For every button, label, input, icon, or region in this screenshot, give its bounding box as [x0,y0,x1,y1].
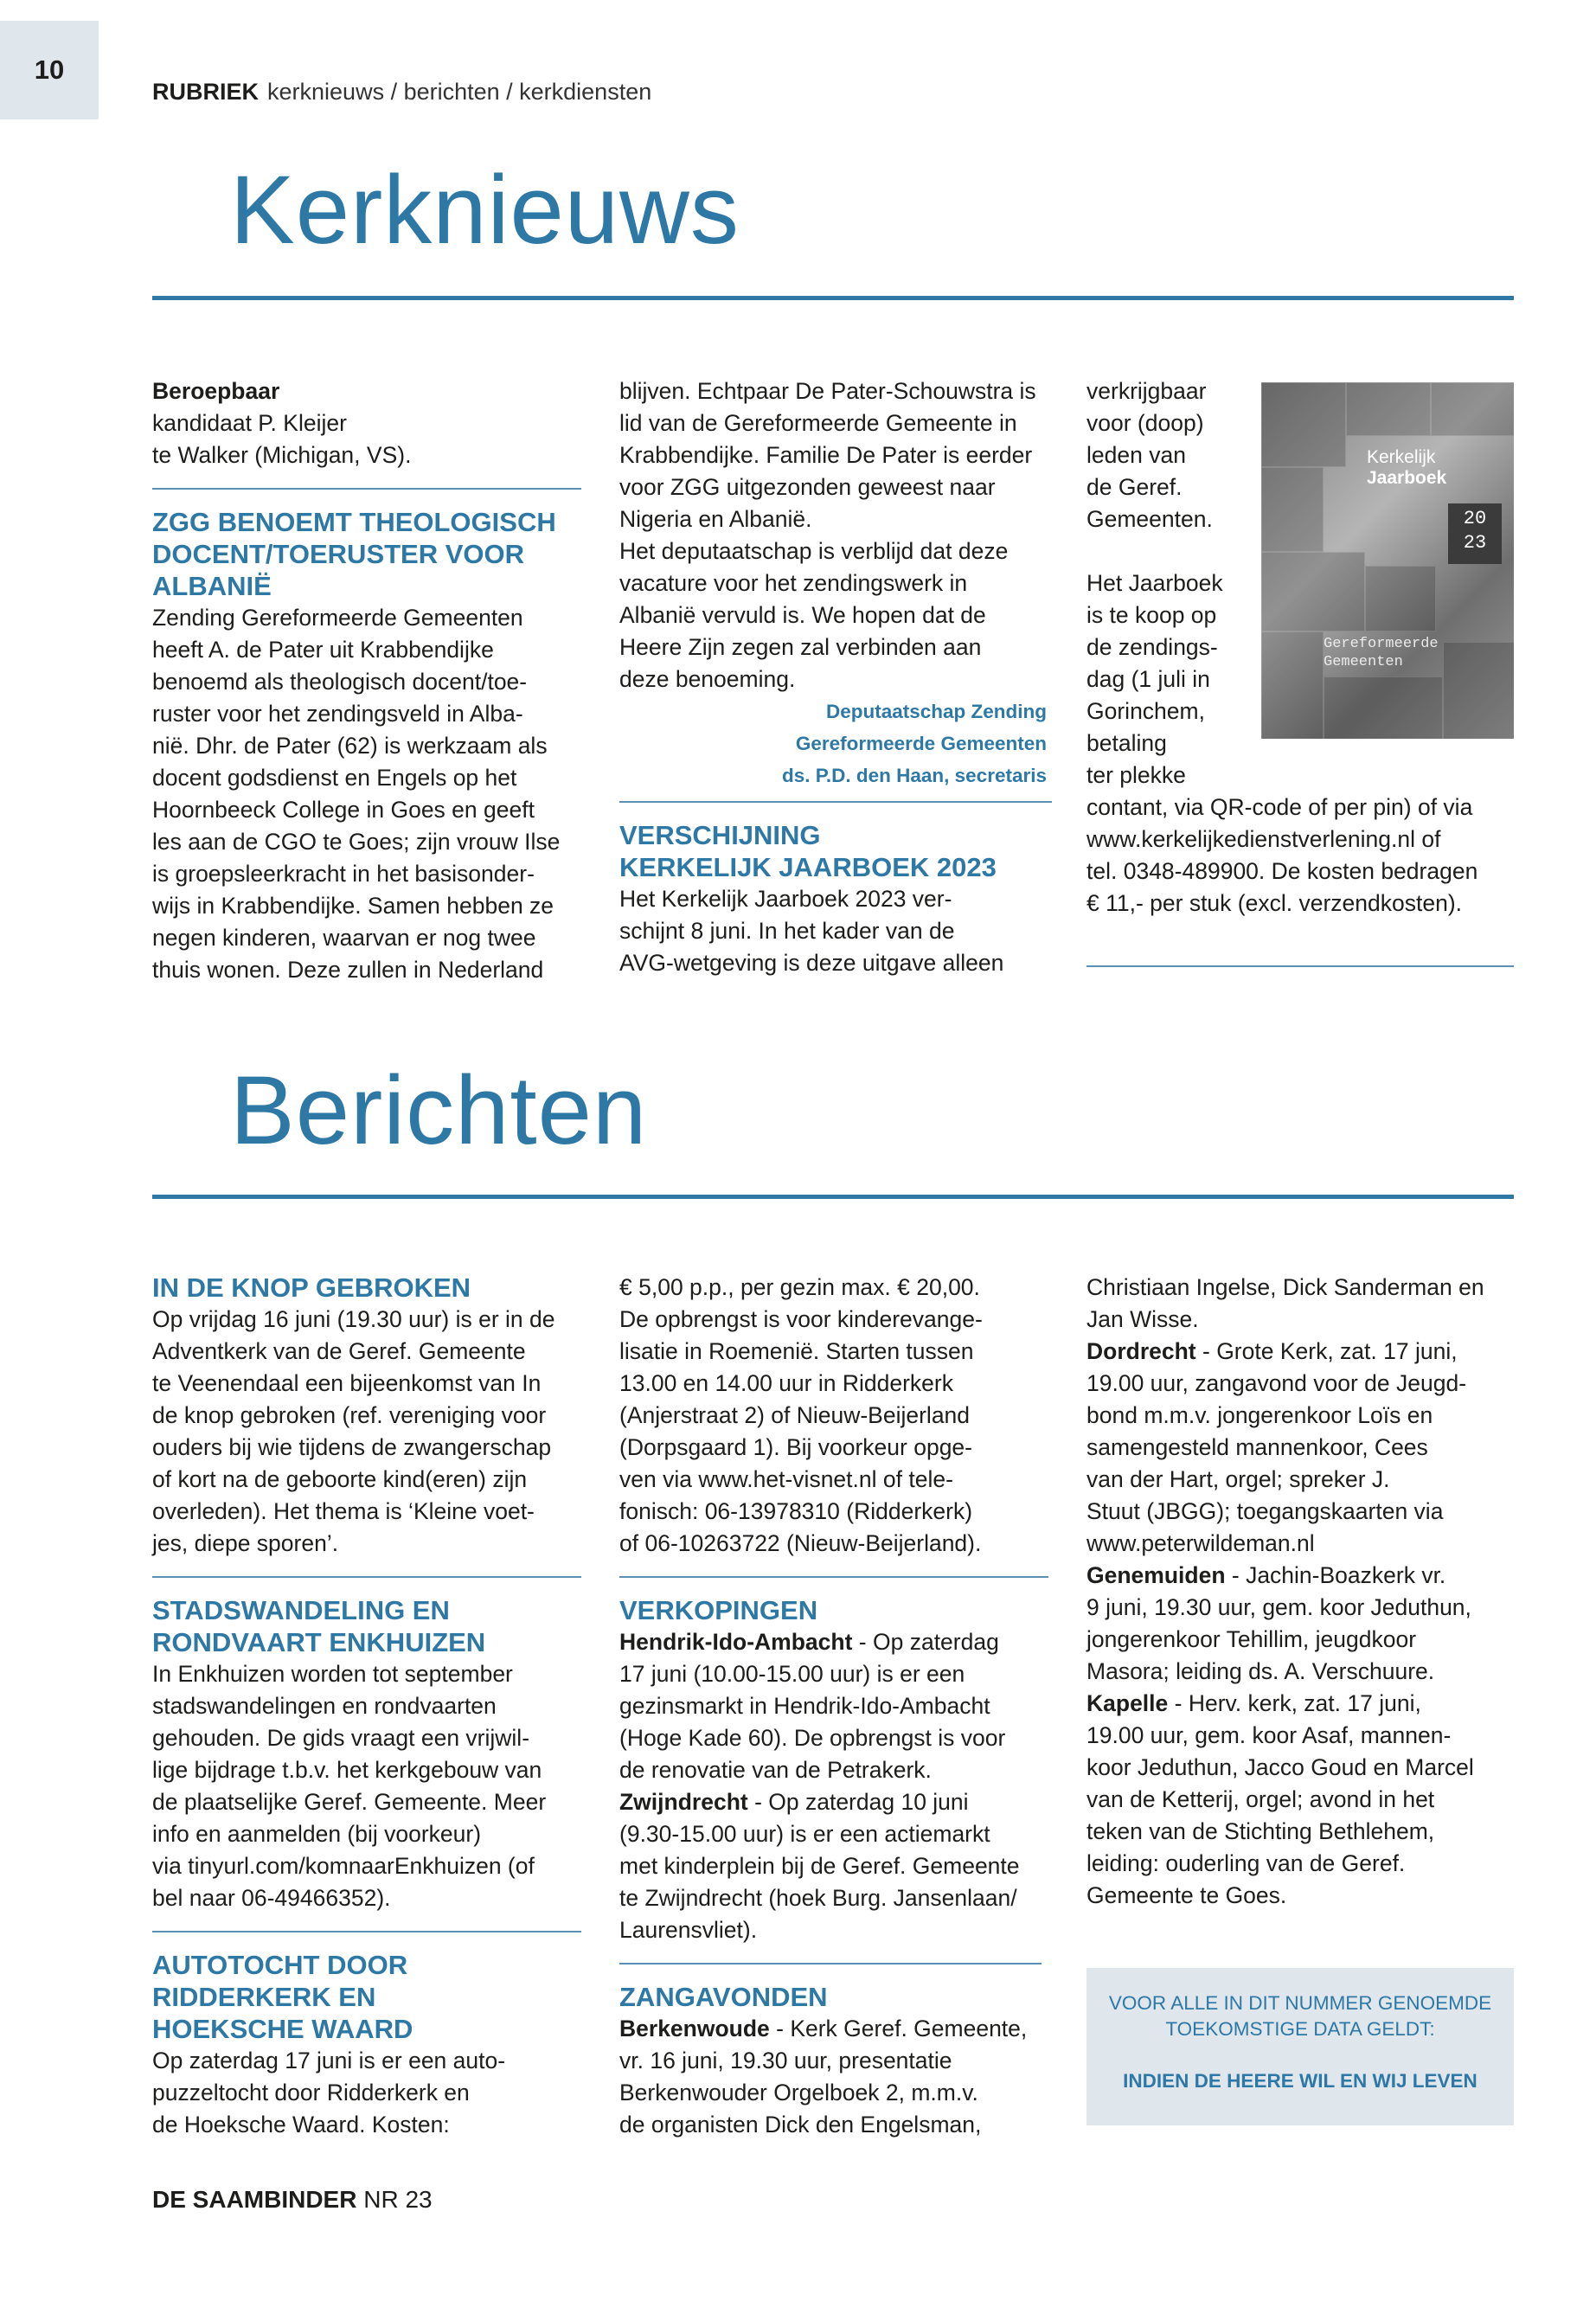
heading-line: HOEKSCHE WAARD [152,2014,413,2044]
text-line: is groepsleerkracht in het basisonder- [152,861,535,887]
footer [152,2186,433,2214]
cover-photo-tile [1261,631,1324,739]
text-line: ven via www.het-visnet.nl of tele- [619,1466,953,1492]
entry-place: Berkenwoude [619,2016,770,2041]
heading-line: ZGG BENOEMT THEOLOGISCH [152,507,556,537]
verkopingen-text [619,1626,1048,1946]
cover-publisher-line1: Gereformeerde [1324,636,1439,652]
text-line: 13.00 en 14.00 uur in Ridderkerk [619,1370,953,1396]
berichten-col3 [1086,1272,1514,1912]
cover-photo-tile [1261,552,1365,631]
entry-line: www.peterwildeman.nl [1086,1530,1315,1556]
divider [152,1931,581,1932]
heading-line: RONDVAART ENKHUIZEN [152,1627,486,1657]
text-line: wijs in Krabbendijke. Samen hebben ze [152,893,554,919]
divider [619,1963,1042,1965]
entry-line: Masora; leiding ds. A. Verschuure. [1086,1658,1435,1684]
entry-first-line [1086,1560,1514,1592]
divider [152,488,581,490]
entry-first-text: - Kerk Geref. Gemeente, [769,2016,1028,2041]
entry-first-text: - Jachin-Boazkerk vr. [1225,1562,1446,1588]
zangavonden-entries [1086,1336,1514,1912]
cover-photo-tile [1346,382,1431,436]
text-line: (Anjerstraat 2) of Nieuw-Beijerland [619,1402,971,1428]
text-line: info en aanmelden (bij voorkeur) [152,1821,482,1847]
entry-line: koor Jeduthun, Jacco Goud en Marcel [1086,1754,1474,1780]
entry-first-text: - Herv. kerk, zat. 17 juni, [1168,1690,1421,1716]
text-line: Op zaterdag 17 juni is er een auto- [152,2048,506,2073]
entry-first-line [619,2013,1048,2045]
kerknieuws-title: Kerknieuws [230,156,740,264]
text-line: les aan de CGO te Goes; zijn vrouw Ilse [152,829,561,855]
zangavonden-berkenwoude [619,2013,1048,2141]
zgg-text-part1 [152,602,581,986]
page-number-text: 10 [34,54,65,85]
text-line: gehouden. De gids vraagt een vrijwil- [152,1725,530,1751]
cover-photo-tile [1365,566,1436,631]
text-line: Krabbendijke. Familie De Pater is eerder [619,442,1033,468]
divider [619,801,1052,803]
entry-line: Laurensvliet). [619,1917,758,1943]
cover-publisher-line2: Gemeenten [1324,654,1403,670]
cover-year [1448,503,1502,564]
text-line: of kort na de geboorte kind(eren) zijn [152,1466,528,1492]
text-line: Albanië vervuld is. We hopen dat de [619,602,986,628]
entry-line: 9 juni, 19.30 uur, gem. koor Jeduthun, [1086,1594,1471,1620]
entry-line: van der Hart, orgel; spreker J. [1086,1466,1390,1492]
text-line: kandidaat P. Kleijer [152,410,347,436]
heading-line: ALBANIË [152,571,272,601]
text-line: ouders bij wie tijdens de zwangerschap [152,1434,552,1460]
jaarboek-cover-image [1261,382,1514,739]
entry-first-line [1086,1688,1514,1720]
text-line: overleden). Het thema is ‘Kleine voet- [152,1498,535,1524]
jaarboek-text-part3 [1086,792,1514,920]
text-line: is te koop op [1086,602,1217,628]
berichten-rule [152,1195,1514,1199]
autotocht-heading [152,1949,581,2045]
rubriek-label: RUBRIEK [152,79,260,105]
cover-photo-tile [1431,382,1514,436]
notice-box [1086,1968,1514,2125]
text-line: tel. 0348-489900. De kosten bedragen [1086,858,1478,884]
jaarboek-text-part2 [1086,375,1251,792]
text-line: De opbrengst is voor kinderevange- [619,1306,983,1332]
text-line: contant, via QR-code of per pin) of via [1086,794,1473,820]
text-line: dag (1 juli in [1086,666,1210,692]
entry-line: Stuut (JBGG); toegangskaarten via [1086,1498,1444,1524]
signature-line: ds. P.D. den Haan, secretaris [782,765,1047,786]
entry-place: Kapelle [1086,1690,1169,1716]
jaarboek-text-part1 [619,883,1052,979]
text-line: Adventkerk van de Geref. Gemeente [152,1338,526,1364]
entry-line: (Hoge Kade 60). De opbrengst is voor [619,1725,1006,1751]
text-line: Jan Wisse. [1086,1306,1199,1332]
text-line: Heere Zijn zegen zal verbinden aan [619,634,982,660]
text-line: de knop gebroken (ref. vereniging voor [152,1402,547,1428]
text-line: In Enkhuizen worden tot september [152,1661,513,1687]
cover-title-line2: Jaarboek [1367,468,1447,488]
notice-line3: INDIEN DE HEERE WIL EN WIJ LEVEN [1123,2070,1477,2092]
berichten-title: Berichten [230,1056,648,1164]
notice-line1: VOOR ALLE IN DIT NUMMER GENOEMDE [1108,1992,1492,2014]
entry-line: Berkenwouder Orgelboek 2, m.m.v. [619,2080,978,2106]
cover-photo-tile [1443,642,1514,739]
divider [1086,965,1514,967]
entry-place: Genemuiden [1086,1562,1226,1588]
text-line: benoemd als theologisch docent/toe- [152,669,528,695]
entry-line: bond m.m.v. jongerenkoor Loïs en [1086,1402,1433,1428]
text-line: Op vrijdag 16 juni (19.30 uur) is er in de [152,1306,555,1332]
entry-first-line [619,1626,1048,1658]
entry-first-line [1086,1336,1514,1368]
entry-line: met kinderplein bij de Geref. Gemeente [619,1853,1020,1879]
heading-line: AUTOTOCHT DOOR [152,1950,408,1980]
entry-line: Gemeente te Goes. [1086,1882,1287,1908]
text-line: de Hoeksche Waard. Kosten: [152,2112,450,2138]
text-line: ter plekke [1086,762,1186,788]
entry-line: de organisten Dick den Engelsman, [619,2112,982,2138]
zangavonden-text-continued [1086,1272,1514,1336]
text-line: Zending Gereformeerde Gemeenten [152,605,523,631]
text-line: lisatie in Roemenië. Starten tussen [619,1338,974,1364]
text-line: voor ZGG uitgezonden geweest naar [619,474,996,500]
heading-line: STADSWANDELING EN [152,1595,450,1625]
text-line: verkrijgbaar [1086,378,1207,404]
text-line: fonisch: 06-13978310 (Ridderkerk) [619,1498,973,1524]
cover-year-line2: 23 [1463,532,1487,554]
stadswandeling-text [152,1658,581,1914]
text-line: € 11,- per stuk (excl. verzendkosten). [1086,890,1463,916]
footer-issue: NR 23 [363,2186,433,2213]
autotocht-text-part2 [619,1272,1048,1560]
heading-line: VERKOPINGEN [619,1595,818,1625]
notice-line2: TOEKOMSTIGE DATA GELDT: [1165,2018,1435,2040]
zgg-text-part2 [619,375,1052,695]
text-line: lid van de Gereformeerde Gemeente in [619,410,1017,436]
stadswandeling-heading [152,1594,581,1658]
cover-photo-tile [1261,382,1346,467]
text-line: negen kinderen, waarvan er nog twee [152,925,536,951]
kerknieuws-rule [152,296,1514,300]
text-line: Christiaan Ingelse, Dick Sanderman en [1086,1274,1484,1300]
berichten-col1 [152,1272,581,2141]
divider [152,1576,581,1578]
knop-heading [152,1272,581,1304]
text-line: voor (doop) [1086,410,1204,436]
text-line: (Dorpsgaard 1). Bij voorkeur opge- [619,1434,972,1460]
text-line: Hoornbeeck College in Goes en geeft [152,797,535,823]
entry-line: leiding: ouderling van de Geref. [1086,1850,1406,1876]
text-line: te Walker (Michigan, VS). [152,442,412,468]
entry-line: teken van de Stichting Bethlehem, [1086,1818,1435,1844]
rubriek-line [152,79,651,106]
page-number [0,21,99,119]
entry-line: vr. 16 juni, 19.30 uur, presentatie [619,2048,952,2073]
text-line: de Geref. [1086,474,1183,500]
zangavonden-heading [619,1981,1048,2013]
kerknieuws-col2 [619,375,1052,979]
text-line: schijnt 8 juni. In het kader van de [619,918,955,944]
knop-text [152,1304,581,1560]
text-line: Het Jaarboek [1086,570,1223,596]
zgg-heading [152,506,581,602]
entry-place: Dordrecht [1086,1338,1196,1364]
text-line: blijven. Echtpaar De Pater-Schouwstra is [619,378,1036,404]
entry-line: (9.30-15.00 uur) is er een actiemarkt [619,1821,990,1847]
text-line: Het Kerkelijk Jaarboek 2023 ver- [619,886,952,912]
entry-place: Zwijndrecht [619,1789,748,1815]
text-line: puzzeltocht door Ridderkerk en [152,2080,470,2106]
text-line: € 5,00 p.p., per gezin max. € 20,00. [619,1274,980,1300]
footer-magazine: DE SAAMBINDER [152,2186,357,2213]
entry-line: 19.00 uur, zangavond voor de Jeugd- [1086,1370,1467,1396]
text-line: Het deputaatschap is verblijd dat deze [619,538,1009,564]
entry-line: 17 juni (10.00-15.00 uur) is er een [619,1661,965,1687]
entry-first-line [619,1786,1048,1818]
signature-line: Deputaatschap Zending [825,701,1047,722]
entry-line: samengesteld mannenkoor, Cees [1086,1434,1428,1460]
text-line: Nigeria en Albanië. [619,506,812,532]
cover-title [1367,447,1446,489]
text-line: lige bijdrage t.b.v. het kerkgebouw van [152,1757,542,1783]
entry-line: gezinsmarkt in Hendrik-Ido-Ambacht [619,1693,990,1719]
text-line: jes, diepe sporen’. [152,1530,339,1556]
entry-first-text: - Op zaterdag [852,1629,999,1655]
text-line: nië. Dhr. de Pater (62) is werkzaam als [152,733,548,759]
heading-line: KERKELIJK JAARBOEK 2023 [619,852,997,882]
cover-year-line1: 20 [1463,508,1487,529]
rubriek-text: kerknieuws / berichten / kerkdiensten [267,79,652,105]
text-line: of 06-10263722 (Nieuw-Beijerland). [619,1530,982,1556]
text-line: de plaatselijke Geref. Gemeente. Meer [152,1789,547,1815]
heading-line: ZANGAVONDEN [619,1982,828,2012]
text-line: bel naar 06-49466352). [152,1885,391,1911]
text-line: stadswandelingen en rondvaarten [152,1693,497,1719]
autotocht-text-part1 [152,2045,581,2141]
jaarboek-heading [619,819,1052,883]
cover-title-line1: Kerkelijk [1367,447,1436,467]
text-line: Gorinchem, [1086,698,1205,724]
zgg-signature [619,695,1052,792]
text-line: AVG-wetgeving is deze uitgave alleen [619,950,1004,976]
entry-line: jongerenkoor Tehillim, jeugdkoor [1086,1626,1417,1652]
signature-line: Gereformeerde Gemeenten [795,733,1047,754]
text-line: leden van [1086,442,1186,468]
text-line: Gemeenten. [1086,506,1213,532]
entry-line: 19.00 uur, gem. koor Asaf, mannen- [1086,1722,1452,1748]
text-line: www.kerkelijkedienstverlening.nl of [1086,826,1441,852]
cover-photo-tile [1261,467,1324,552]
entry-line: te Zwijndrecht (hoek Burg. Jansenlaan/ [619,1885,1017,1911]
divider [619,1576,1048,1578]
beroepbaar-text [152,407,581,471]
cover-publisher [1324,635,1439,671]
entry-line: de renovatie van de Petrakerk. [619,1757,932,1783]
verkopingen-heading [619,1594,1048,1626]
text-line: ruster voor het zendingsveld in Alba- [152,701,523,727]
entry-first-text: - Grote Kerk, zat. 17 juni, [1195,1338,1458,1364]
heading-line: RIDDERKERK EN [152,1982,376,2012]
text-line: via tinyurl.com/komnaarEnkhuizen (of [152,1853,535,1879]
text-line: betaling [1086,730,1167,756]
heading-line: DOCENT/TOERUSTER VOOR [152,539,525,569]
text-line: deze benoeming. [619,666,796,692]
text-line: vacature voor het zendingswerk in [619,570,968,596]
entry-place: Hendrik-Ido-Ambacht [619,1629,853,1655]
cover-photo-tile [1324,676,1443,739]
beroepbaar-heading: Beroepbaar [152,378,280,404]
text-line: te Veenendaal een bijeenkomst van In [152,1370,542,1396]
entry-line: van de Ketterij, orgel; avond in het [1086,1786,1435,1812]
text-line: thuis wonen. Deze zullen in Nederland [152,957,544,983]
text-line [1086,535,1251,567]
entry-first-text: - Op zaterdag 10 juni [747,1789,969,1815]
text-line: heeft A. de Pater uit Krabbendijke [152,637,494,663]
text-line: docent godsdienst en Engels op het [152,765,517,791]
berichten-col2 [619,1272,1048,2141]
kerknieuws-col1 [152,375,581,986]
heading-line: VERSCHIJNING [619,820,821,850]
heading-line: IN DE KNOP GEBROKEN [152,1272,471,1303]
text-line: de zendings- [1086,634,1218,660]
